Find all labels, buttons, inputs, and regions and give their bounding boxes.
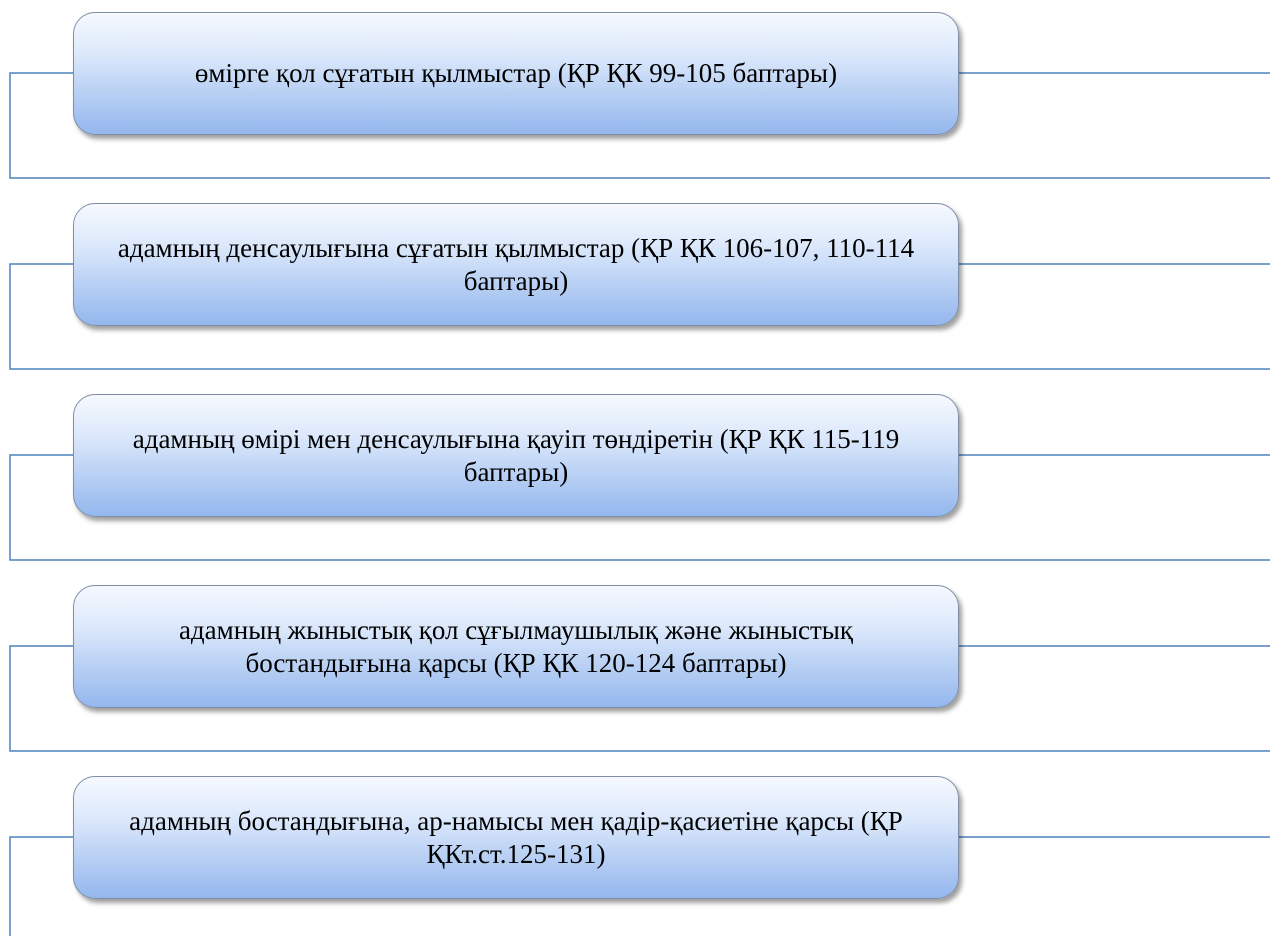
crime-category-label: адамның жыныстық қол сұғылмаушылық және жыныстық бостандығына қарсы (ҚР ҚК 120-124 баптары) [178,614,854,678]
crime-category-label: адамның бостандығына, ар-намысы мен қадір-қасиетіне қарсы (ҚР ҚКт.ст.125-131) [129,805,903,869]
crime-category-box-5 [73,776,959,899]
connector-left-5 [10,837,73,936]
crime-category-box-2 [73,203,959,326]
crime-category-box-4 [73,585,959,708]
crime-category-box-1 [73,12,959,135]
crime-category-label: өмірге қол сұғатын қылмыстар (ҚР ҚК 99-105 баптары) [194,58,838,88]
crime-category-label: адамның денсаулығына сұғатын қылмыстар (ҚР ҚК 106-107, 110-114 баптары) [117,232,915,296]
crime-category-box-3 [73,394,959,517]
crime-category-label: адамның өмірі мен денсаулығына қауіп төндіретін (ҚР ҚК 115-119 баптары) [132,423,900,487]
